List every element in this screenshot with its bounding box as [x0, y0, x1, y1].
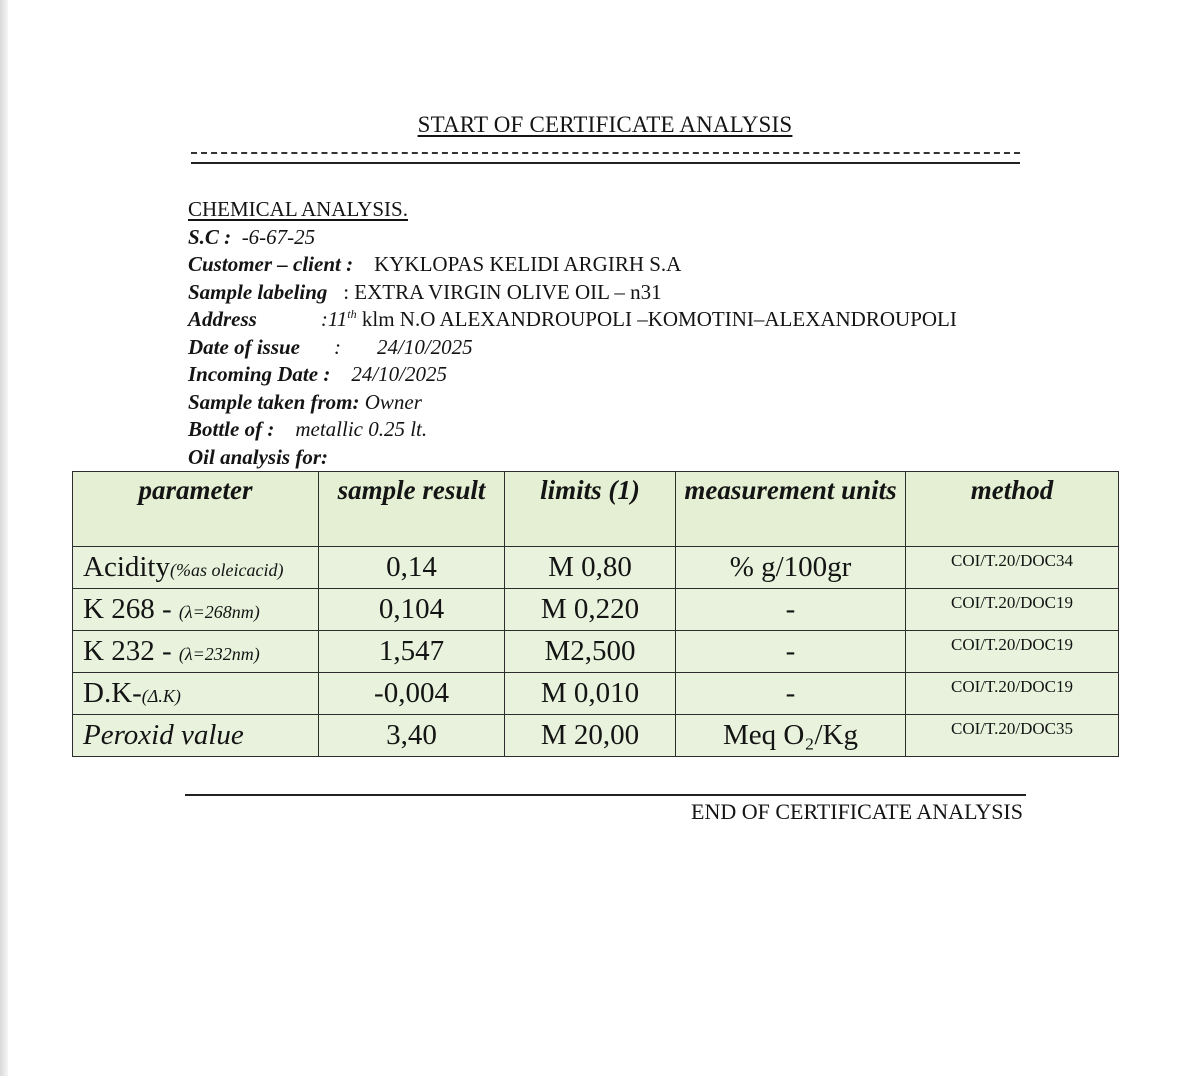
parameter-cell — [73, 631, 319, 673]
certificate-start-title: START OF CERTIFICATE ANALYSIS — [417, 112, 793, 137]
parameter-cell — [73, 715, 319, 757]
address-prefix: :11 — [320, 307, 348, 331]
method-cell: COI/T.20/DOC34 — [906, 547, 1119, 589]
unit-cell: % g/100gr — [676, 547, 906, 589]
header-sample-result: sample result — [319, 472, 505, 547]
limit-cell: M 20,00 — [505, 715, 676, 757]
solid-divider — [191, 162, 1020, 164]
parameter-cell — [73, 547, 319, 589]
parameter-name: Acidity — [83, 551, 170, 583]
customer-label: Customer – client : — [188, 252, 354, 276]
chemical-analysis-heading: CHEMICAL ANALYSIS. — [188, 197, 408, 221]
info-sample-taken — [188, 389, 957, 417]
method-cell: COI/T.20/DOC35 — [906, 715, 1119, 757]
unit-cell: - — [676, 589, 906, 631]
parameter-detail: (λ=268nm) — [178, 602, 260, 622]
sample-taken-value: Owner — [364, 389, 422, 414]
info-sample-labeling — [188, 279, 957, 307]
method-cell: COI/T.20/DOC19 — [906, 631, 1119, 673]
table-row — [73, 589, 1119, 631]
dashed-divider — [191, 152, 1020, 154]
sc-label: S.C : — [188, 224, 232, 249]
parameter-cell — [73, 589, 319, 631]
info-date-of-issue — [188, 334, 957, 362]
bottle-value: metallic 0.25 lt. — [295, 417, 428, 441]
result-cell: -0,004 — [319, 673, 505, 715]
sample-labeling-label: Sample labeling — [188, 279, 328, 304]
unit-cell: - — [676, 673, 906, 715]
sample-info-block — [188, 196, 957, 471]
oil-analysis-label: Oil analysis for: — [188, 444, 329, 469]
bottle-label: Bottle of : — [188, 417, 275, 441]
result-cell: 1,547 — [319, 631, 505, 673]
table-row — [73, 631, 1119, 673]
address-ordinal: th — [347, 307, 357, 321]
sample-taken-label: Sample taken from: — [188, 389, 360, 414]
limit-cell: M 0,80 — [505, 547, 676, 589]
parameter-name: K 232 - — [83, 635, 179, 667]
table-row — [73, 715, 1119, 757]
method-cell: COI/T.20/DOC19 — [906, 589, 1119, 631]
parameter-detail: (λ=232nm) — [178, 644, 260, 664]
page-edge — [0, 0, 8, 1076]
incoming-date-label: Incoming Date : — [188, 362, 331, 386]
info-incoming-date — [188, 361, 957, 389]
info-customer — [188, 251, 957, 279]
info-sc — [188, 224, 957, 252]
date-issue-label: Date of issue — [188, 334, 300, 359]
info-address — [188, 306, 957, 334]
limit-cell: M 0,010 — [505, 673, 676, 715]
parameter-detail: (Δ.K) — [141, 686, 181, 706]
table-row — [73, 673, 1119, 715]
unit-cell: Meq O₂/Kg — [676, 715, 906, 757]
result-cell: 0,14 — [319, 547, 505, 589]
end-divider — [185, 794, 1026, 796]
address-label: Address — [188, 307, 257, 331]
table-header-row — [73, 472, 1119, 547]
parameter-name: D.K- — [83, 677, 142, 709]
result-cell: 3,40 — [319, 715, 505, 757]
header-method: method — [906, 472, 1119, 547]
address-value: klm N.O ALEXANDROUPOLI –KOMOTINI–ALEXANDROUPOLI — [361, 307, 957, 331]
certificate-end-title: END OF CERTIFICATE ANALYSIS — [691, 799, 1023, 824]
unit-cell: - — [676, 631, 906, 673]
header-measurement-units: measurement units — [676, 472, 906, 547]
info-oil-analysis — [188, 444, 957, 472]
limit-cell: M 0,220 — [505, 589, 676, 631]
header-parameter: parameter — [73, 472, 319, 547]
header-limits: limits (1) — [505, 472, 676, 547]
limit-cell: M2,500 — [505, 631, 676, 673]
result-cell: 0,104 — [319, 589, 505, 631]
parameter-detail: (%as oleicacid) — [170, 560, 284, 580]
table-row — [73, 547, 1119, 589]
sc-value: -6-67-25 — [241, 224, 316, 249]
date-issue-value: 24/10/2025 — [377, 334, 473, 359]
incoming-date-value: 24/10/2025 — [351, 362, 448, 386]
customer-value: KYKLOPAS KELIDI ARGIRH S.A — [374, 252, 682, 276]
parameter-name: Peroxid value — [83, 719, 244, 751]
sample-labeling-value: : EXTRA VIRGIN OLIVE OIL – n31 — [343, 279, 662, 304]
date-issue-separator: : — [334, 334, 341, 359]
info-bottle — [188, 416, 957, 444]
parameter-name: K 268 - — [83, 593, 179, 625]
analysis-table — [72, 471, 1119, 757]
parameter-cell — [73, 673, 319, 715]
method-cell: COI/T.20/DOC19 — [906, 673, 1119, 715]
